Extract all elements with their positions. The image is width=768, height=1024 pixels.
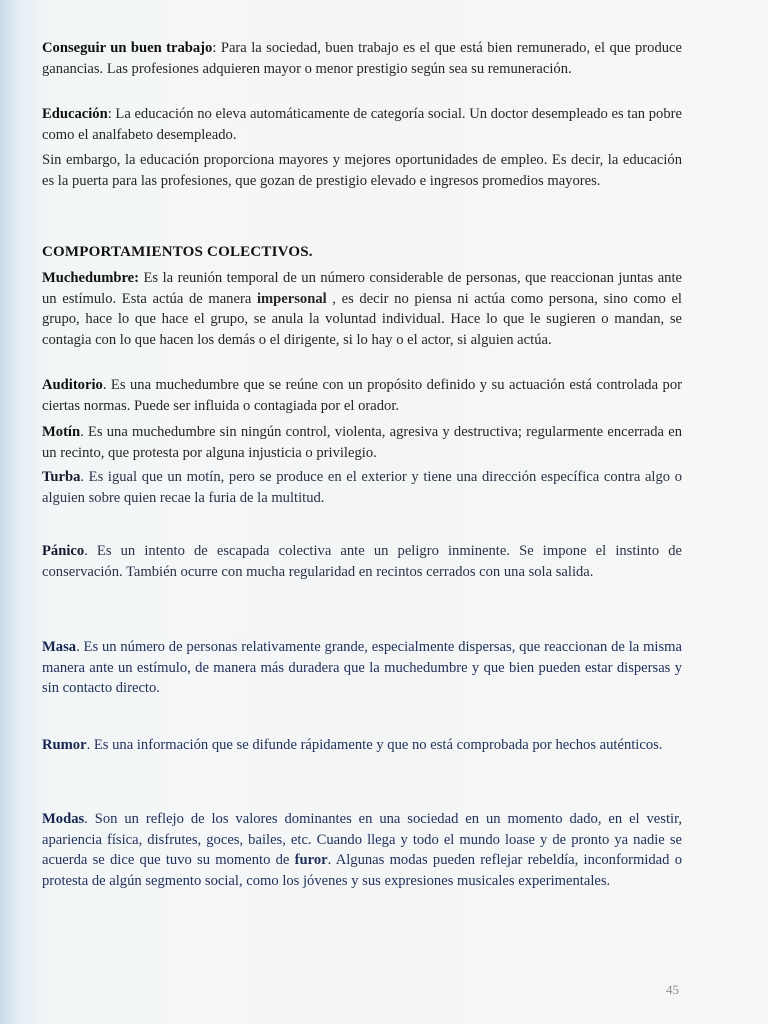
text-panico: . Es un intento de escapada colectiva ante un peligro inminente. Se impone el instinto de conservación. También ocurre con mucha regularidad en recintos cerrados con una sola salida.	[42, 543, 682, 580]
term-modas: Modas	[42, 811, 85, 827]
term-turba: Turba	[42, 469, 81, 485]
text-conseguir-trabajo: : Para la sociedad, buen trabajo es el que está bien remunerado, el que produce ganancias. Las profesiones adquieren mayor o menor prestigio según sea su remuneración.	[42, 40, 682, 77]
term-conseguir-trabajo: Conseguir un buen trabajo	[42, 40, 213, 56]
paragraph-educacion	[42, 104, 682, 145]
paragraph-sin-embargo	[42, 150, 682, 191]
paragraph-modas	[42, 809, 682, 891]
text-sin-embargo: Sin embargo, la educación proporciona mayores y mejores oportunidades de empleo. Es decir, la educación es la puerta para las profesiones, que gozan de prestigio elevado e ingresos promedios mayores.	[42, 152, 682, 189]
paragraph-panico	[42, 541, 682, 582]
paragraph-auditorio	[42, 375, 682, 416]
term-auditorio: Auditorio	[42, 377, 103, 393]
page-number: 45	[666, 982, 679, 997]
term-educacion: Educación	[42, 106, 108, 122]
term-panico: Pánico	[42, 543, 85, 559]
text-educacion: : La educación no eleva automáticamente de categoría social. Un doctor desempleado es tan pobre como el analfabeto desempleado.	[42, 106, 682, 143]
paragraph-muchedumbre	[42, 268, 682, 350]
emphasis-impersonal: impersonal	[256, 290, 327, 307]
emphasis-furor: furor	[294, 852, 328, 868]
term-motin: Motín	[42, 424, 81, 440]
text-modas-b: . Algunas modas pueden reflejar rebeldía, inconformidad o protesta de algún segmento social, como los jóvenes y sus expresiones musicales experimentales.	[42, 852, 682, 889]
paragraph-conseguir-trabajo	[42, 38, 682, 79]
text-rumor: . Es una información que se difunde rápidamente y que no está comprobada por hechos auténticos.	[86, 737, 663, 753]
section-heading: COMPORTAMIENTOS COLECTIVOS.	[42, 244, 313, 260]
text-turba: . Es igual que un motín, pero se produce en el exterior y tiene una dirección específica contra algo o alguien sobre quien recae la furia de la multitud.	[42, 469, 682, 506]
text-muchedumbre-b: , es decir no piensa ni actúa como persona, sino como el grupo, hace lo que hace el grupo, se anula la voluntad individual. Hace lo que le sugieren o mandan, se contagia con lo que hacen los demás o el dirigente, si lo hay o el actor, si alguien actúa.	[42, 290, 682, 348]
term-muchedumbre: Muchedumbre:	[42, 270, 140, 286]
paragraph-turba	[42, 467, 682, 508]
paragraph-masa	[42, 637, 682, 699]
paragraph-rumor	[42, 735, 682, 756]
text-modas-a: . Son un reflejo de los valores dominantes en una sociedad en un momento dado, en el vestir, apariencia física, disfrutes, goces, bailes, etc. Cuando llega y todo el mundo loase y de pronto ya nadie se acuerda se dice que tuvo su momento de	[42, 811, 682, 868]
term-rumor: Rumor	[42, 737, 87, 753]
text-masa: . Es un número de personas relativamente grande, especialmente dispersas, que reaccionan de la misma manera ante un estímulo, de manera más duradera que la muchedumbre y que bien pueden estar dispersas y sin contacto directo.	[42, 639, 682, 696]
paragraph-motin	[42, 422, 682, 463]
text-motin: . Es una muchedumbre sin ningún control, violenta, agresiva y destructiva; regularmente encerrada en un recinto, que protesta por alguna injusticia o privilegio.	[42, 424, 682, 461]
text-muchedumbre-a: Es la reunión temporal de un número considerable de personas, que reaccionan juntas ante un estímulo. Esta actúa de manera	[42, 270, 682, 307]
term-masa: Masa	[42, 639, 77, 655]
text-auditorio: . Es una muchedumbre que se reúne con un propósito definido y su actuación está controlada por ciertas normas. Puede ser influida o contagiada por el orador.	[42, 377, 682, 414]
